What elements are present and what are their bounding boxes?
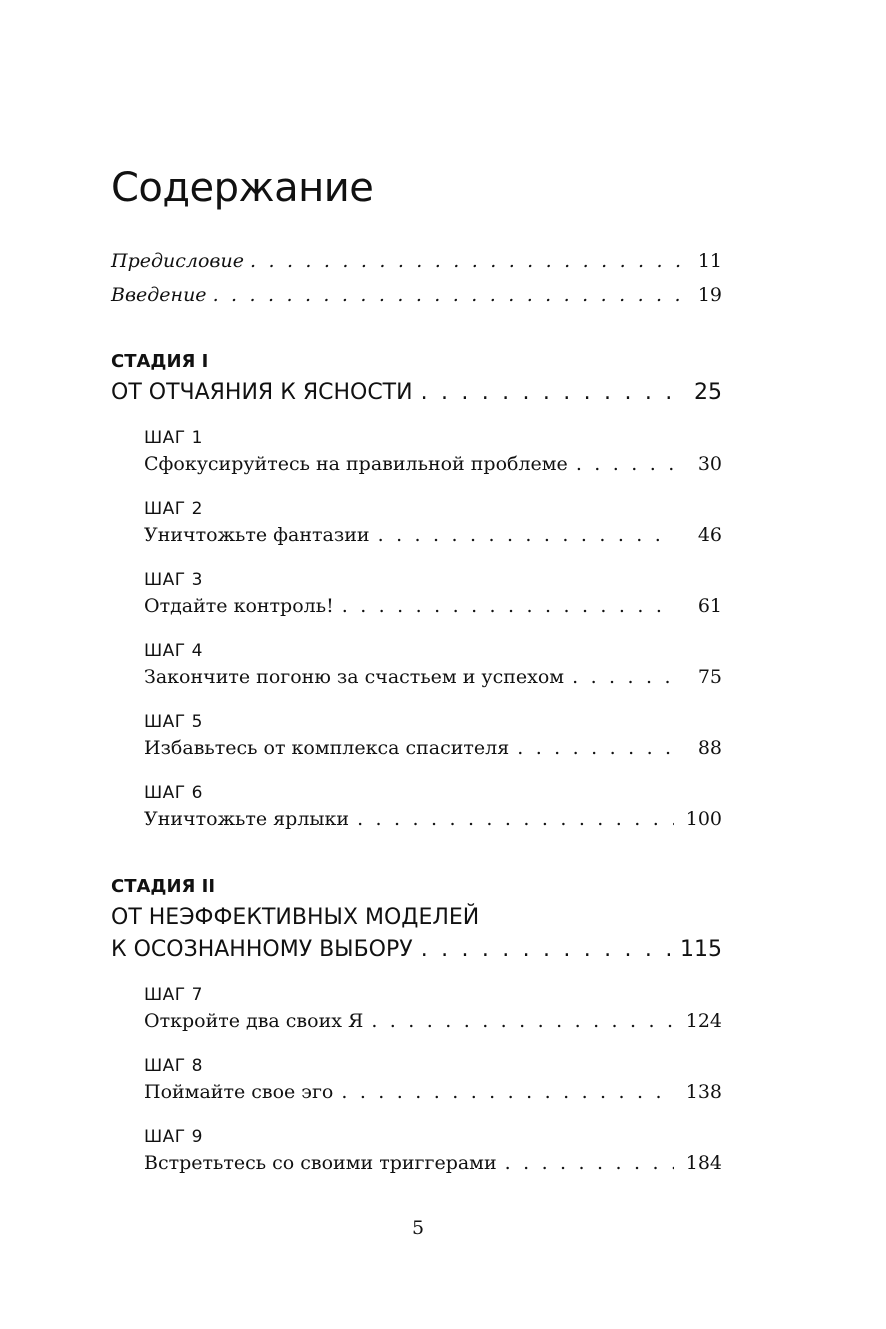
step-title: Избавьтесь от комплекса спасителя (144, 737, 510, 759)
dot-leader (341, 1081, 674, 1103)
step-title: Встретьтесь со своими триггерами (144, 1152, 497, 1174)
step-6-label: ШАГ 6 (144, 783, 203, 803)
toc-entry-step-7[interactable] (144, 1010, 722, 1032)
dot-leader (421, 937, 672, 962)
step-title: Уничтожьте фантазии (144, 524, 370, 546)
toc-entry-step-6[interactable] (144, 808, 722, 830)
step-9-label: ШАГ 9 (144, 1127, 203, 1147)
toc-entry-page: 11 (697, 250, 722, 272)
toc-entry-page: 30 (697, 453, 722, 475)
toc-entry-page: 115 (680, 937, 722, 962)
dot-leader (378, 524, 674, 546)
step-title: Закончите погоню за счастьем и успехом (144, 666, 565, 688)
toc-entry-introduction[interactable] (111, 284, 722, 306)
dot-leader (505, 1152, 674, 1174)
toc-entry-preface[interactable] (111, 250, 722, 272)
dot-leader (250, 250, 692, 272)
toc-entry-page: 100 (685, 808, 722, 830)
toc-entry-step-5[interactable] (144, 737, 722, 759)
dot-leader (357, 808, 674, 830)
dot-leader (576, 453, 674, 475)
dot-leader (213, 284, 692, 306)
toc-entry-page: 88 (697, 737, 722, 759)
toc-entry-stage-2[interactable] (111, 937, 722, 962)
step-3-label: ШАГ 3 (144, 570, 203, 590)
toc-entry-label: Введение (111, 284, 207, 306)
step-title: Отдайте контроль! (144, 595, 334, 617)
step-title: Откройте два своих Я (144, 1010, 364, 1032)
toc-entry-page: 46 (697, 524, 722, 546)
dot-leader (342, 595, 674, 617)
dot-leader (421, 380, 674, 405)
step-title: Поймайте свое эго (144, 1081, 334, 1103)
toc-entry-page: 124 (685, 1010, 722, 1032)
step-8-label: ШАГ 8 (144, 1056, 203, 1076)
dot-leader (517, 737, 674, 759)
page-title: Содержание (111, 165, 374, 211)
toc-entry-step-9[interactable] (144, 1152, 722, 1174)
page-number: 5 (411, 1217, 425, 1239)
toc-entry-step-8[interactable] (144, 1081, 722, 1103)
step-title: Уничтожьте ярлыки (144, 808, 350, 830)
toc-entry-stage-1[interactable] (111, 380, 722, 405)
toc-entry-step-4[interactable] (144, 666, 722, 688)
toc-entry-page: 19 (697, 284, 722, 306)
toc-entry-page: 75 (697, 666, 722, 688)
toc-entry-page: 61 (697, 595, 722, 617)
step-5-label: ШАГ 5 (144, 712, 203, 732)
step-7-label: ШАГ 7 (144, 985, 203, 1005)
step-4-label: ШАГ 4 (144, 641, 203, 661)
stage-1-title: ОТ ОТЧАЯНИЯ К ЯСНОСТИ (111, 380, 413, 405)
toc-entry-step-3[interactable] (144, 595, 722, 617)
stage-2-title-line-1: ОТ НЕЭФФЕКТИВНЫХ МОДЕЛЕЙ (111, 905, 480, 930)
toc-entry-label: Предисловие (111, 250, 244, 272)
stage-2-title-line-2: К ОСОЗНАННОМУ ВЫБОРУ (111, 937, 413, 962)
stage-1-label: СТАДИЯ I (111, 351, 209, 372)
stage-2-label: СТАДИЯ II (111, 876, 216, 897)
toc-entry-step-1[interactable] (144, 453, 722, 475)
step-1-label: ШАГ 1 (144, 428, 203, 448)
step-2-label: ШАГ 2 (144, 499, 203, 519)
toc-entry-page: 184 (685, 1152, 722, 1174)
dot-leader (572, 666, 674, 688)
step-title: Сфокусируйтесь на правильной проблеме (144, 453, 568, 475)
dot-leader (371, 1010, 674, 1032)
toc-entry-page: 138 (685, 1081, 722, 1103)
toc-entry-page: 25 (694, 380, 722, 405)
toc-entry-step-2[interactable] (144, 524, 722, 546)
